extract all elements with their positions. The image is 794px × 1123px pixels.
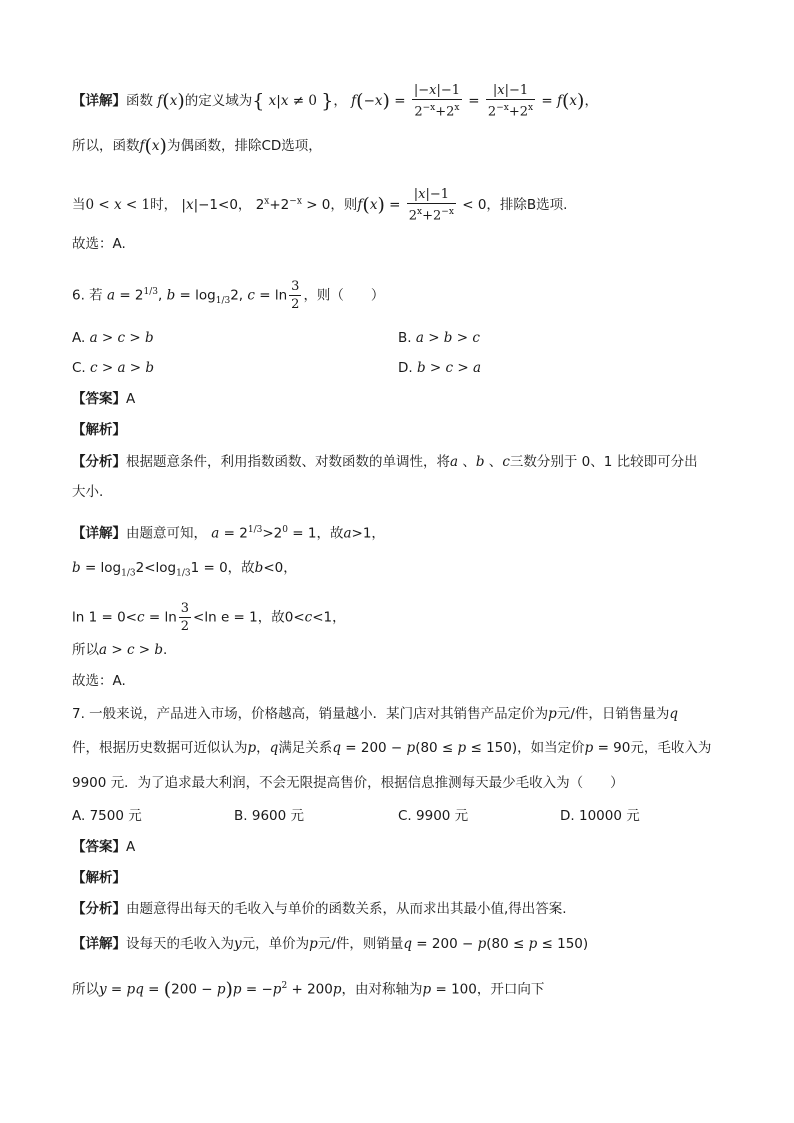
text: 三数分别于 0、1 比较即可分出 xyxy=(509,454,698,470)
text: 件，根据历史数据可近似认为 xyxy=(72,740,248,756)
detail-tag: 【详解】 xyxy=(72,936,126,952)
text: 根据题意条件，利用指数函数、对数函数的单调性，将 xyxy=(126,454,450,470)
q6-detail-a: 【详解】由题意可知， $a = 2^{1/3}>2^0 = 1$，故a>1， xyxy=(72,525,385,542)
answer-value: A xyxy=(126,391,136,407)
expr: c > a > b xyxy=(90,360,155,376)
q7-line3: 9900 元．为了追求最大利润，不会无限提高售价，根据信息推测每天最少毛收入为（ ） xyxy=(72,775,624,791)
text: ，故 xyxy=(257,609,285,626)
expr: a > c > b xyxy=(99,642,164,658)
expr: b > c > a xyxy=(416,360,482,376)
q6-conclusion: 所以a > c > b. xyxy=(72,642,168,658)
q6-option-b[interactable] xyxy=(398,328,480,348)
label: D. xyxy=(398,360,413,376)
q7-detail: 【详解】设每天的毛收入为y元，单价为p元/件，则销量q = 200 − p(80 ≤ p ≤ 150) xyxy=(72,936,589,952)
text: 元/件，则销量 xyxy=(317,936,404,952)
text: ，故 xyxy=(227,560,255,576)
q7-option-d[interactable] xyxy=(560,806,640,826)
answer-tag: 【答案】 xyxy=(72,391,126,407)
q5-when-line: 当0 < x < 1时， |x|−1<0， $2^x+2^{-x} > 0$，则f(x) = $\frac{|x|-1}{2^x+2^{-x}}$ < 0，排除B选项. xyxy=(72,187,568,224)
label: C. xyxy=(398,808,412,824)
text: 元，单价为 xyxy=(241,936,310,952)
q7-answer xyxy=(72,837,135,857)
q7-option-a[interactable] xyxy=(72,806,142,826)
label: C. xyxy=(72,360,86,376)
q7-line1: 7. 一般来说，产品进入市场，价格越高，销量越小．某门店对其销售产品定价为p元/件，日销售量为q xyxy=(72,706,679,722)
label: B. xyxy=(398,330,412,346)
q7-last: 所以y = pq = $(200 - p)p = -p^2 + 200p$，由对称轴为p = 100，开口向下 xyxy=(72,978,545,1001)
analysis-tag: 【解析】 xyxy=(72,870,126,886)
text: 7. 一般来说，产品进入市场，价格越高，销量越小．某门店对其销售产品定价为 xyxy=(72,706,549,722)
detail-tag: 【详解】 xyxy=(72,525,126,542)
q6-detail-c: ln 1 = 0<c = ln $\frac{3}{2}$ <ln e = 1，故0<c<1， xyxy=(72,601,346,634)
answer-value: A xyxy=(126,839,136,855)
text: 当 xyxy=(72,197,86,214)
text: 7500 元 xyxy=(89,808,142,824)
q6-option-a[interactable] xyxy=(72,328,154,348)
q6-option-d[interactable] xyxy=(398,358,481,378)
text: 的定义域为 xyxy=(184,93,253,110)
label: A. xyxy=(72,330,86,346)
answer-tag: 【答案】 xyxy=(72,839,126,855)
q5-detail-line: 【详解】函数 f(x)的定义域为{ x|x ≠ 0 }， f(−x) = $\frac{|-x|-1}{2^{-x}+2^x}$ = $\frac{|x|-1}{2^{-x}+2^x}$ = f(x)， xyxy=(72,83,598,120)
analysis-tag: 【解析】 xyxy=(72,422,126,438)
text: ，则 xyxy=(330,197,358,214)
text: 设每天的毛收入为 xyxy=(126,936,234,952)
expr: a > c > b xyxy=(89,330,154,346)
text: 为偶函数，排除CD选项， xyxy=(166,138,322,154)
text: 元/件，日销售量为 xyxy=(556,706,670,722)
text: 9900 元 xyxy=(416,808,469,824)
q6-fenxi-line2: 大小. xyxy=(72,484,104,500)
q6-analysis-tag xyxy=(72,420,126,440)
q5-result-line: 所以，函数f(x)为偶函数，排除CD选项， xyxy=(72,135,322,157)
text: 由题意可知， xyxy=(126,525,207,542)
q6-question: 6. 若 $a = 2^{1/3}$, $b = \log_{1/3}2$, c = ln $\frac{3}{2}$ ，则（ ） xyxy=(72,279,385,312)
text: 元，毛收入为 xyxy=(630,740,712,756)
text: 6. 若 xyxy=(72,287,103,304)
q7-analysis-tag xyxy=(72,868,126,888)
label: B. xyxy=(234,808,248,824)
text: ，则（ ） xyxy=(303,287,385,304)
q6-choose: 故选：A. xyxy=(72,673,126,689)
text: 所以 xyxy=(72,981,99,998)
text: ，如当定价 xyxy=(517,740,585,756)
fenxi-tag: 【分析】 xyxy=(72,454,126,470)
text: ，开口向下 xyxy=(476,981,545,998)
text: 9600 元 xyxy=(251,808,305,824)
q6-answer xyxy=(72,389,135,409)
q7-option-b[interactable] xyxy=(234,806,304,826)
q6-detail-b: $b = \log_{1/3}2<\log_{1/3}1 = 0$，故b<0， xyxy=(72,560,297,579)
text: 由题意得出每天的毛收入与单价的函数关系，从而求出其最小值,得出答案. xyxy=(126,901,567,917)
q5-choose-line: 故选：A. xyxy=(72,236,126,252)
q7-option-c[interactable] xyxy=(398,806,468,826)
q6-option-c[interactable] xyxy=(72,358,154,378)
q6-fenxi-line: 【分析】根据题意条件，利用指数函数、对数函数的单调性，将a 、b 、c三数分别于 0、1 比较即可分出 xyxy=(72,454,698,470)
text: 10000 元 xyxy=(578,808,640,824)
text: 满足关系 xyxy=(278,740,333,756)
q7-fenxi xyxy=(72,899,567,919)
text: 函数 xyxy=(126,93,153,110)
fenxi-tag: 【分析】 xyxy=(72,901,126,917)
expr: a > b > c xyxy=(415,330,480,346)
detail-tag: 【详解】 xyxy=(72,93,126,110)
q7-line2: 件，根据历史数据可近似认为p，q满足关系q = 200 − p(80 ≤ p ≤ 150)，如当定价p = 90元，毛收入为 xyxy=(72,740,712,756)
text: ，故 xyxy=(316,525,344,542)
text: ，排除B选项. xyxy=(486,197,568,214)
label: D. xyxy=(560,808,575,824)
text: ，由对称轴为 xyxy=(341,981,423,998)
text: 所以 xyxy=(72,642,99,658)
text: 时， xyxy=(150,197,178,214)
text: 所以，函数 xyxy=(72,138,140,154)
label: A. xyxy=(72,808,86,824)
